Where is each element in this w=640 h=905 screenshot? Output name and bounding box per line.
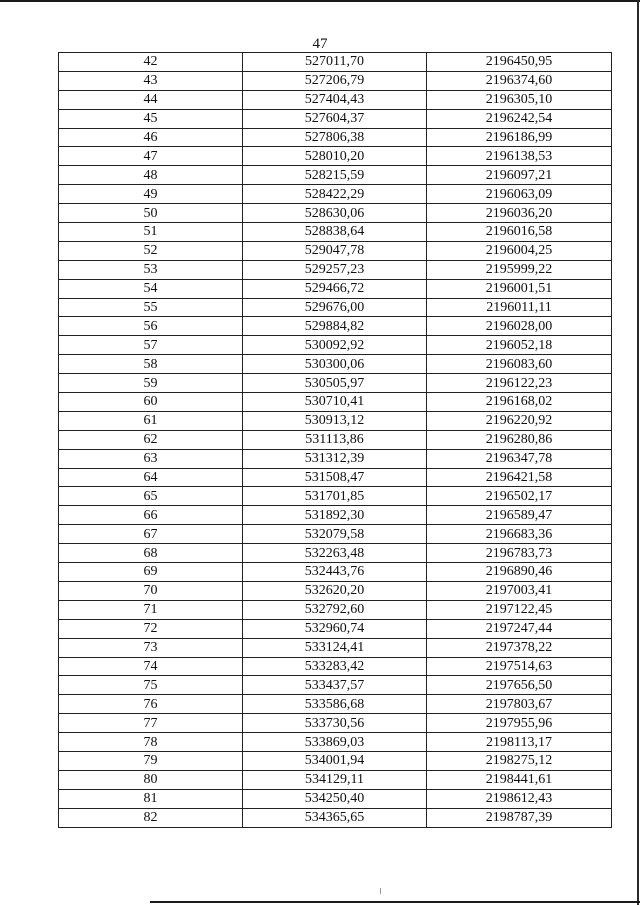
y-coordinate-cell: 2197378,22 [427,638,612,657]
point-number-cell: 49 [59,185,243,204]
table-row [59,581,612,600]
y-coordinate-cell: 2196502,17 [427,487,612,506]
point-number-cell: 74 [59,657,243,676]
x-coordinate-cell: 532443,76 [243,563,427,582]
point-number-cell: 82 [59,808,243,827]
x-coordinate-cell: 530913,12 [243,411,427,430]
point-number-cell: 44 [59,90,243,109]
table-row [59,393,612,412]
y-coordinate-cell: 2196242,54 [427,109,612,128]
table-row [59,714,612,733]
x-coordinate-cell: 529884,82 [243,317,427,336]
y-coordinate-cell: 2198787,39 [427,808,612,827]
x-coordinate-cell: 532960,74 [243,619,427,638]
x-coordinate-cell: 533869,03 [243,733,427,752]
y-coordinate-cell: 2196280,86 [427,430,612,449]
table-row [59,355,612,374]
point-number-cell: 60 [59,393,243,412]
y-coordinate-cell: 2196589,47 [427,506,612,525]
point-number-cell: 42 [59,53,243,72]
y-coordinate-cell: 2196001,51 [427,279,612,298]
table-row [59,544,612,563]
y-coordinate-cell: 2196052,18 [427,336,612,355]
table-row [59,411,612,430]
point-number-cell: 66 [59,506,243,525]
table-row [59,808,612,827]
y-coordinate-cell: 2198275,12 [427,751,612,770]
x-coordinate-cell: 529466,72 [243,279,427,298]
point-number-cell: 50 [59,204,243,223]
table-row [59,449,612,468]
table-row [59,506,612,525]
x-coordinate-cell: 532263,48 [243,544,427,563]
y-coordinate-cell: 2197656,50 [427,676,612,695]
x-coordinate-cell: 528215,59 [243,166,427,185]
table-row [59,279,612,298]
x-coordinate-cell: 532079,58 [243,525,427,544]
page-right-edge [637,0,639,905]
x-coordinate-cell: 528838,64 [243,223,427,242]
table-row [59,487,612,506]
x-coordinate-cell: 527206,79 [243,71,427,90]
table-row [59,109,612,128]
x-coordinate-cell: 532620,20 [243,581,427,600]
point-number-cell: 59 [59,374,243,393]
x-coordinate-cell: 534250,40 [243,789,427,808]
table-row [59,147,612,166]
y-coordinate-cell: 2196186,99 [427,128,612,147]
point-number-cell: 47 [59,147,243,166]
table-row [59,733,612,752]
table-row [59,468,612,487]
x-coordinate-cell: 533437,57 [243,676,427,695]
point-number-cell: 51 [59,223,243,242]
table-row [59,525,612,544]
table-row [59,374,612,393]
point-number-cell: 54 [59,279,243,298]
point-number-cell: 52 [59,241,243,260]
x-coordinate-cell: 531701,85 [243,487,427,506]
x-coordinate-cell: 533283,42 [243,657,427,676]
x-coordinate-cell: 533586,68 [243,695,427,714]
x-coordinate-cell: 533124,41 [243,638,427,657]
point-number-cell: 80 [59,770,243,789]
x-coordinate-cell: 528630,06 [243,204,427,223]
y-coordinate-cell: 2196016,58 [427,223,612,242]
y-coordinate-cell: 2196783,73 [427,544,612,563]
x-coordinate-cell: 527404,43 [243,90,427,109]
coordinates-table-body [59,53,612,828]
point-number-cell: 57 [59,336,243,355]
x-coordinate-cell: 530092,92 [243,336,427,355]
x-coordinate-cell: 531113,86 [243,430,427,449]
table-row [59,638,612,657]
table-row [59,128,612,147]
point-number-cell: 79 [59,751,243,770]
x-coordinate-cell: 534129,11 [243,770,427,789]
table-row [59,241,612,260]
table-row [59,71,612,90]
point-number-cell: 45 [59,109,243,128]
point-number-cell: 56 [59,317,243,336]
table-row [59,317,612,336]
y-coordinate-cell: 2198113,17 [427,733,612,752]
y-coordinate-cell: 2196168,02 [427,393,612,412]
y-coordinate-cell: 2196138,53 [427,147,612,166]
table-row [59,185,612,204]
y-coordinate-cell: 2196683,36 [427,525,612,544]
table-row [59,166,612,185]
table-row [59,600,612,619]
point-number-cell: 73 [59,638,243,657]
x-coordinate-cell: 531312,39 [243,449,427,468]
point-number-cell: 48 [59,166,243,185]
point-number-cell: 62 [59,430,243,449]
table-row [59,204,612,223]
point-number-cell: 43 [59,71,243,90]
y-coordinate-cell: 2197955,96 [427,714,612,733]
page-number: 47 [312,36,328,52]
table-row [59,657,612,676]
table-row [59,260,612,279]
table-row [59,563,612,582]
y-coordinate-cell: 2198441,61 [427,770,612,789]
x-coordinate-cell: 529047,78 [243,241,427,260]
y-coordinate-cell: 2196890,46 [427,563,612,582]
x-coordinate-cell: 530505,97 [243,374,427,393]
y-coordinate-cell: 2198612,43 [427,789,612,808]
y-coordinate-cell: 2197247,44 [427,619,612,638]
table-row [59,336,612,355]
y-coordinate-cell: 2197003,41 [427,581,612,600]
point-number-cell: 68 [59,544,243,563]
x-coordinate-cell: 527011,70 [243,53,427,72]
y-coordinate-cell: 2196011,11 [427,298,612,317]
point-number-cell: 77 [59,714,243,733]
point-number-cell: 63 [59,449,243,468]
table-row [59,676,612,695]
point-number-cell: 64 [59,468,243,487]
page-top-edge [0,0,640,2]
table-row [59,695,612,714]
scan-speck [380,888,381,894]
x-coordinate-cell: 534365,65 [243,808,427,827]
table-row [59,430,612,449]
y-coordinate-cell: 2196097,21 [427,166,612,185]
x-coordinate-cell: 527604,37 [243,109,427,128]
y-coordinate-cell: 2196004,25 [427,241,612,260]
y-coordinate-cell: 2196374,60 [427,71,612,90]
table-row [59,619,612,638]
table-row [59,90,612,109]
point-number-cell: 55 [59,298,243,317]
table-row [59,223,612,242]
y-coordinate-cell: 2196450,95 [427,53,612,72]
y-coordinate-cell: 2196036,20 [427,204,612,223]
point-number-cell: 58 [59,355,243,374]
point-number-cell: 61 [59,411,243,430]
x-coordinate-cell: 530300,06 [243,355,427,374]
point-number-cell: 69 [59,563,243,582]
y-coordinate-cell: 2196421,58 [427,468,612,487]
table-row [59,789,612,808]
coordinates-table [58,52,612,828]
point-number-cell: 65 [59,487,243,506]
point-number-cell: 76 [59,695,243,714]
point-number-cell: 81 [59,789,243,808]
point-number-cell: 46 [59,128,243,147]
y-coordinate-cell: 2196305,10 [427,90,612,109]
x-coordinate-cell: 529257,23 [243,260,427,279]
point-number-cell: 72 [59,619,243,638]
table-row [59,751,612,770]
table-row [59,53,612,72]
x-coordinate-cell: 530710,41 [243,393,427,412]
x-coordinate-cell: 528422,29 [243,185,427,204]
y-coordinate-cell: 2196063,09 [427,185,612,204]
x-coordinate-cell: 532792,60 [243,600,427,619]
y-coordinate-cell: 2197514,63 [427,657,612,676]
x-coordinate-cell: 529676,00 [243,298,427,317]
point-number-cell: 78 [59,733,243,752]
page-bottom-edge [150,901,640,903]
point-number-cell: 67 [59,525,243,544]
x-coordinate-cell: 533730,56 [243,714,427,733]
point-number-cell: 75 [59,676,243,695]
x-coordinate-cell: 528010,20 [243,147,427,166]
y-coordinate-cell: 2197122,45 [427,600,612,619]
point-number-cell: 71 [59,600,243,619]
y-coordinate-cell: 2196122,23 [427,374,612,393]
y-coordinate-cell: 2197803,67 [427,695,612,714]
x-coordinate-cell: 531508,47 [243,468,427,487]
y-coordinate-cell: 2196028,00 [427,317,612,336]
table-row [59,770,612,789]
y-coordinate-cell: 2196220,92 [427,411,612,430]
x-coordinate-cell: 531892,30 [243,506,427,525]
table-row [59,298,612,317]
point-number-cell: 70 [59,581,243,600]
x-coordinate-cell: 527806,38 [243,128,427,147]
y-coordinate-cell: 2196347,78 [427,449,612,468]
y-coordinate-cell: 2195999,22 [427,260,612,279]
y-coordinate-cell: 2196083,60 [427,355,612,374]
point-number-cell: 53 [59,260,243,279]
x-coordinate-cell: 534001,94 [243,751,427,770]
